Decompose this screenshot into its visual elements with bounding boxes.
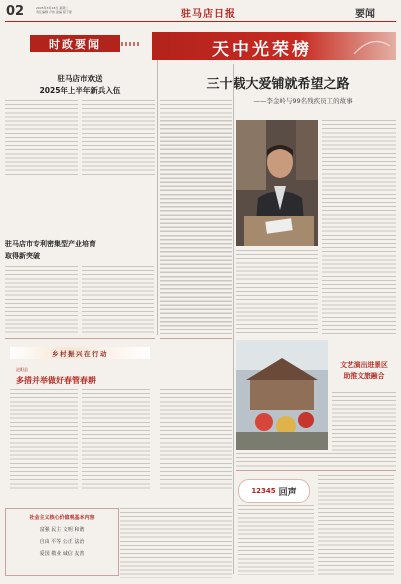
- text-column: [82, 389, 150, 489]
- text-column: [82, 266, 155, 334]
- culture-caption: [236, 453, 396, 467]
- honor-banner: [152, 32, 396, 60]
- text-column: [5, 266, 78, 334]
- portrait-image: [236, 120, 318, 246]
- feature-headline-block: [160, 73, 396, 105]
- politics-banner-label: 时政要闻: [49, 37, 101, 51]
- right-column-divider: [233, 64, 234, 574]
- recruits-body: [5, 100, 155, 178]
- feature-text-left: [160, 120, 232, 335]
- hotline-box: [236, 470, 396, 579]
- performance-image: [236, 340, 328, 450]
- rural-box-right: [160, 338, 232, 489]
- column-divider: [157, 55, 158, 335]
- culture-headline-1: 文艺演出进景区: [340, 361, 388, 369]
- core-values-box: [5, 508, 119, 576]
- industry-headline: [5, 238, 155, 262]
- industry-body: [5, 266, 154, 334]
- rural-box: [5, 338, 155, 489]
- bottom-left-text: [120, 508, 232, 578]
- section-name: 要闻: [355, 9, 375, 20]
- date-line: [36, 6, 72, 14]
- rural-banner: [10, 347, 150, 359]
- industry-headline-2: 取得新突破: [5, 252, 40, 260]
- text-column: [5, 100, 78, 178]
- culture-text: [332, 392, 396, 452]
- culture-headline: [332, 360, 396, 382]
- feature-subheadline: ——李金岭与99名残疾员工的故事: [253, 97, 353, 105]
- hotline-text-right: [318, 475, 394, 575]
- text-column: [160, 389, 232, 489]
- rural-headline: 多措并举做好春管春耕: [16, 376, 96, 385]
- text-column: [10, 389, 78, 489]
- masthead-rule: [5, 21, 396, 22]
- core-values-row: 自由 平等 公正 法治: [39, 539, 85, 545]
- industry-headline-1: 驻马店市专利密集型产业培育: [5, 240, 96, 248]
- core-values-title: 社会主义核心价值观基本内容: [29, 515, 95, 521]
- rural-banner-label: 乡村振兴在行动: [52, 349, 108, 358]
- paper-name: 驻马店日报: [181, 9, 236, 20]
- feature-text-right: [322, 120, 396, 335]
- culture-photo: [236, 340, 328, 450]
- hotline-logo: [238, 479, 310, 503]
- hotline-number: 12345: [251, 487, 276, 495]
- rural-kicker: 泌阳县: [16, 367, 28, 372]
- recruits-headline-2: 2025年上半年新兵入伍: [39, 86, 121, 95]
- core-values-row: 爱国 敬业 诚信 友善: [39, 551, 85, 557]
- hotline-text-left: [238, 505, 314, 575]
- politics-banner-stripe: [121, 42, 141, 46]
- page-number: 02: [6, 4, 25, 19]
- culture-headline-2: 助推文旅融合: [343, 372, 385, 380]
- hotline-label: 回声: [278, 487, 297, 498]
- text-column: [82, 100, 155, 178]
- editor-credit: 责任编辑 卢伟 美编 程子豪: [36, 10, 72, 15]
- core-values-row: 富强 民主 文明 和谐: [39, 527, 85, 533]
- honor-banner-ornament: [352, 34, 392, 58]
- feature-headline: 三十载大爱铺就希望之路: [206, 77, 350, 92]
- date-text: 2025年3月18日 星期二: [36, 6, 69, 10]
- feature-text-bottom: [236, 250, 318, 335]
- rural-body: [10, 389, 150, 489]
- masthead: [0, 0, 401, 22]
- feature-photo: [236, 120, 318, 246]
- politics-banner: [30, 35, 120, 52]
- honor-banner-title: 天中光荣榜: [212, 40, 312, 60]
- recruits-headline: [5, 73, 155, 97]
- recruits-headline-1: 驻马店市欢送: [57, 74, 103, 83]
